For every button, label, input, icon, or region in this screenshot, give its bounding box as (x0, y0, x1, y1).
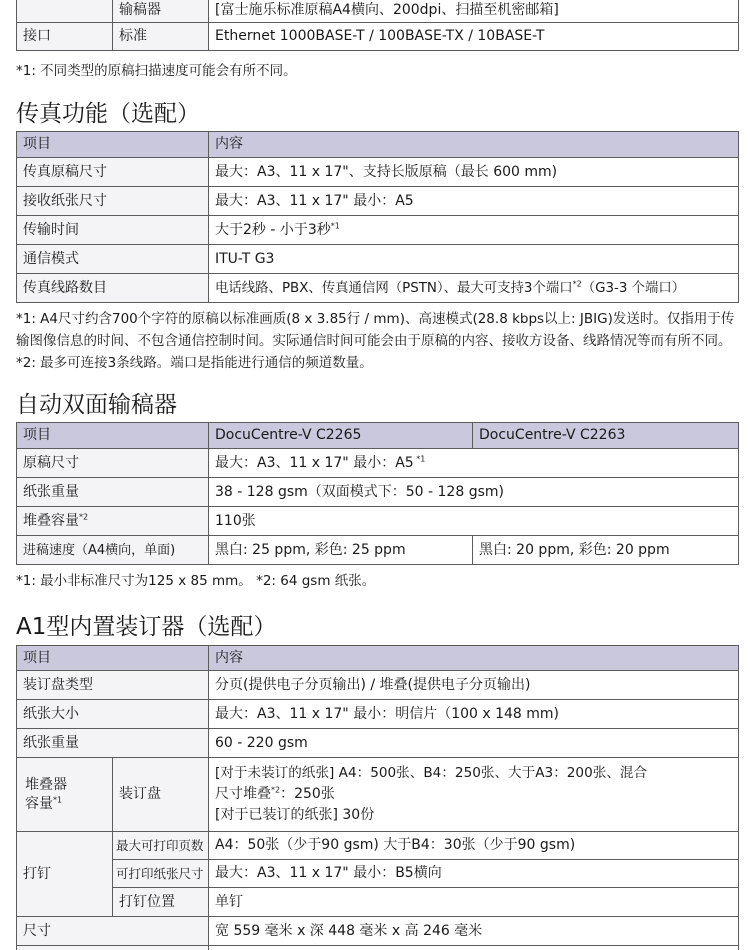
row-sublabel: 装订盘 (113, 758, 209, 832)
header-content: 内容 (209, 132, 739, 158)
row-value: 最大：A3、11 x 17" 最小：A5 (209, 187, 739, 216)
value-text: 最大：A3、11 x 17" 最小：A5 (215, 454, 414, 471)
row-value: 38 - 128 gsm（双面模式下：50 - 128 gsm) (209, 478, 739, 507)
row-label: 纸张大小 (17, 700, 209, 729)
row-label: 传真原稿尺寸 (17, 158, 209, 187)
table-row (17, 729, 739, 758)
table-row (17, 758, 739, 832)
row-label: 通信模式 (17, 245, 209, 274)
table-row (17, 0, 739, 23)
adf-footnote: *1: 最小非标准尺寸为125 x 85 mm。 *2: 64 gsm 纸张。 (16, 573, 376, 589)
row-sublabel: 输稿器 (113, 0, 209, 23)
table-row (17, 946, 739, 950)
value-line-1: [对于未装订的纸张] A4：500张、B4：250张、大于A3：200张、混合 (215, 765, 648, 781)
table-row (17, 274, 739, 303)
label-line-2 (25, 795, 106, 814)
table-row (17, 700, 739, 729)
header-item: 项目 (17, 423, 209, 449)
row-sublabel: 打钉位置 (113, 888, 209, 917)
row-value: 110张 (209, 507, 739, 536)
row-value-cut (209, 946, 739, 950)
fax-section-title: 传真功能（选配） (16, 101, 200, 127)
row-value: [富士施乐标准原稿A4横向、200dpi、扫描至机密邮箱] (209, 0, 739, 23)
table-row (17, 671, 739, 700)
table-header-row (17, 132, 739, 158)
row-label: 打钉 (17, 832, 113, 917)
footnote-mark: *1 (413, 453, 426, 463)
row-label: 装订盘类型 (17, 671, 209, 700)
label-line-1: 堆叠器 (25, 776, 67, 793)
header-model-2: DocuCentre-V C2263 (473, 423, 739, 449)
table-row (17, 23, 739, 51)
row-label: 接口 (17, 23, 113, 51)
scan-footnote: *1: 不同类型的原稿扫描速度可能会有所不同。 (16, 63, 297, 79)
row-label: 接收纸张尺寸 (17, 187, 209, 216)
adf-section-title: 自动双面输稿器 (16, 392, 177, 418)
header-item: 项目 (17, 646, 209, 671)
table-row (17, 478, 739, 507)
footnote-mark: *2 (79, 511, 89, 521)
row-value (209, 274, 739, 303)
scan-spec-table (16, 0, 739, 51)
row-label: 传真线路数目 (17, 274, 209, 303)
header-model-1: DocuCentre-V C2265 (209, 423, 473, 449)
row-label: 纸张重量 (17, 478, 209, 507)
footnote-mark: *2 (572, 279, 582, 289)
footnote-mark: *1 (330, 220, 340, 230)
row-value: 60 - 220 gsm (209, 729, 739, 758)
row-value: 最大：A3、11 x 17" 最小：明信片（100 x 148 mm) (209, 700, 739, 729)
table-row (17, 888, 739, 917)
row-value-model-1: 黑白: 25 ppm, 彩色: 25 ppm (209, 536, 473, 565)
row-value: Ethernet 1000BASE-T / 100BASE-TX / 10BASE-T (209, 23, 739, 51)
table-header-row (17, 423, 739, 449)
table-row (17, 507, 739, 536)
value-text: 尺寸堆叠 (215, 786, 271, 802)
row-sublabel: 可打印纸张尺寸 (113, 860, 209, 888)
row-label (17, 0, 113, 23)
value-text-suffix: ：250张 (280, 786, 335, 802)
row-label (17, 758, 113, 832)
row-label: 传输时间 (17, 216, 209, 245)
row-value: 单钉 (209, 888, 739, 917)
table-row (17, 860, 739, 888)
value-text: 电话线路、PBX、传真通信网（PSTN）、最大可支持3个端口 (215, 280, 573, 296)
table-row (17, 245, 739, 274)
row-label: 原稿尺寸 (17, 449, 209, 478)
row-value: ITU-T G3 (209, 245, 739, 274)
row-label: 纸张重量 (17, 729, 209, 758)
label-text: 堆叠容量 (23, 512, 79, 529)
fax-footnote: *1: A4尺寸约含700个字符的原稿以标准画质(8 x 3.85行 / mm)、高速模式(28.8 kbps以上: JBIG)发送时。仅指用于传输图像信息的时间、不包含通信控制时间。实际通信时间可能会由于原稿的内容、接收方设备、线路情况等而有所不同。 *2: 最多可连接3条线路。端口是指能进行通信的频道数量。 (16, 311, 735, 371)
row-label (17, 507, 209, 536)
row-value (209, 449, 739, 478)
value-text: 大于2秒 - 小于3秒 (215, 221, 331, 238)
table-row (17, 449, 739, 478)
finisher-spec-table (16, 645, 739, 950)
row-value (209, 758, 739, 832)
finisher-section-title: A1型内置装订器（选配） (16, 614, 277, 640)
row-value: A4：50张（少于90 gsm) 大于B4：30张（少于90 gsm) (209, 832, 739, 860)
fax-spec-table (16, 131, 739, 303)
row-value: 最大：A3、11 x 17" 最小：B5横向 (209, 860, 739, 888)
row-label: 进稿速度（A4横向，单面) (17, 536, 209, 565)
table-row (17, 158, 739, 187)
table-row (17, 187, 739, 216)
row-sublabel: 最大可打印页数 (113, 832, 209, 860)
adf-spec-table (16, 422, 739, 565)
table-header-row (17, 646, 739, 671)
table-row (17, 536, 739, 565)
row-sublabel: 标准 (113, 23, 209, 51)
table-row (17, 917, 739, 946)
value-text-suffix: （G3-3 个端口） (581, 280, 686, 296)
footnote-mark: *1 (53, 794, 63, 804)
row-value: 宽 559 毫米 x 深 448 毫米 x 高 246 毫米 (209, 917, 739, 946)
row-value (209, 216, 739, 245)
label-text: 容量 (25, 795, 53, 812)
row-label: 尺寸 (17, 917, 209, 946)
header-content: 内容 (209, 646, 739, 671)
value-line-2 (215, 784, 732, 805)
value-line-3: [对于已装订的纸张] 30份 (215, 807, 375, 823)
footnote-mark: *2 (271, 785, 281, 795)
table-row (17, 832, 739, 860)
row-value: 最大：A3、11 x 17"、支持长版原稿（最长 600 mm) (209, 158, 739, 187)
row-label-cut (17, 946, 209, 950)
header-item: 项目 (17, 132, 209, 158)
row-value: 分页(提供电子分页输出) / 堆叠(提供电子分页输出) (209, 671, 739, 700)
row-value-model-2: 黑白: 20 ppm, 彩色: 20 ppm (473, 536, 739, 565)
table-row (17, 216, 739, 245)
